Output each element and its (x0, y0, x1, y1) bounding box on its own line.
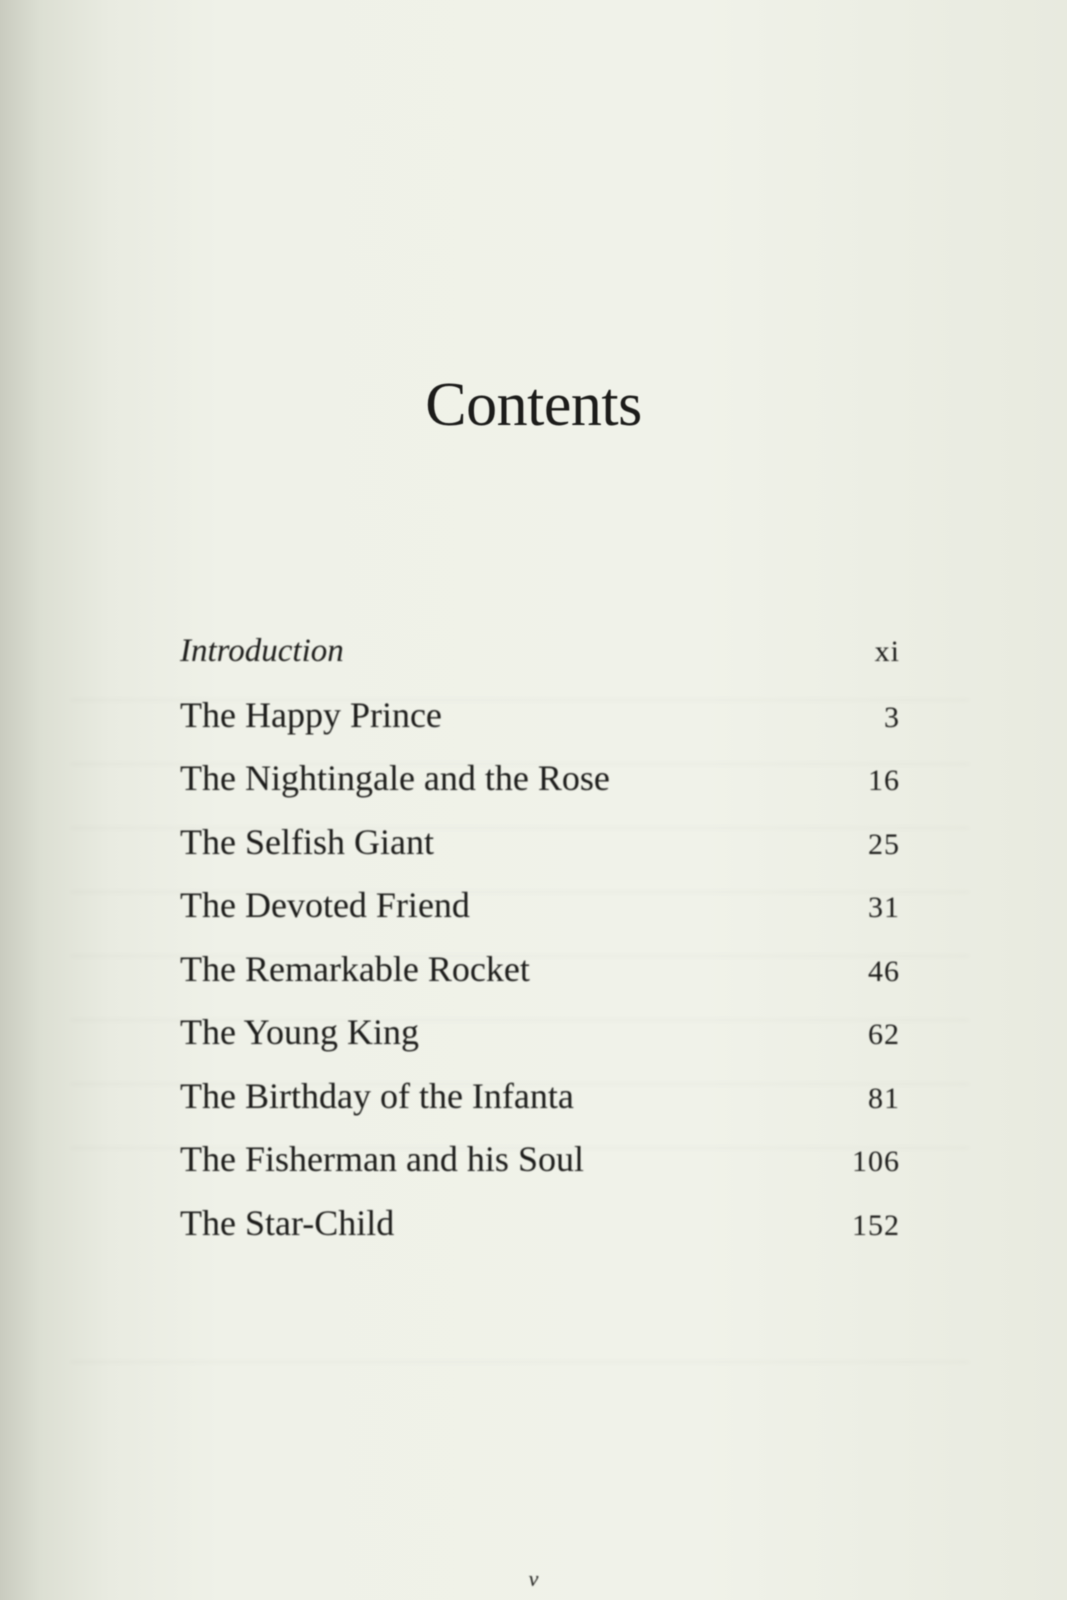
toc-entry-title: The Happy Prince (180, 694, 442, 735)
toc-entry (180, 938, 900, 1002)
toc-entry-page: 25 (868, 827, 900, 861)
toc-entry-page: 81 (868, 1081, 900, 1115)
table-of-contents (180, 620, 900, 1255)
toc-entry (180, 1065, 900, 1129)
toc-entry-title: The Young King (180, 1012, 420, 1052)
toc-entry-page: 3 (884, 700, 900, 734)
toc-entry (180, 620, 900, 684)
toc-entry-title: The Devoted Friend (180, 885, 470, 925)
toc-entry-page: 152 (852, 1208, 900, 1242)
toc-entry (180, 684, 900, 748)
toc-entry (180, 1001, 900, 1065)
toc-entry-title: The Birthday of the Infanta (180, 1075, 574, 1116)
toc-entry (180, 1128, 900, 1192)
toc-entry-page: 16 (868, 764, 900, 797)
toc-entry-page: 31 (868, 891, 900, 924)
toc-entry-title: Introduction (180, 633, 344, 669)
toc-entry-page: 106 (852, 1145, 900, 1178)
toc-entry-title: The Nightingale and the Rose (180, 758, 610, 798)
bleed-through-text-bottom (70, 1330, 970, 1410)
toc-entry (180, 747, 900, 811)
toc-entry-title: The Fisherman and his Soul (180, 1139, 584, 1179)
toc-entry (180, 1192, 900, 1256)
page-number: v (528, 1566, 539, 1591)
toc-entry-page: 62 (868, 1018, 900, 1051)
toc-entry-title: The Remarkable Rocket (180, 948, 530, 989)
page-title: Contents (425, 371, 642, 439)
toc-entry (180, 811, 900, 875)
toc-entry-page: 46 (868, 954, 900, 988)
toc-entry-title: The Star-Child (180, 1202, 395, 1243)
toc-entry-title: The Selfish Giant (180, 821, 434, 862)
toc-entry (180, 874, 900, 938)
toc-entry-page: xi (874, 635, 900, 668)
